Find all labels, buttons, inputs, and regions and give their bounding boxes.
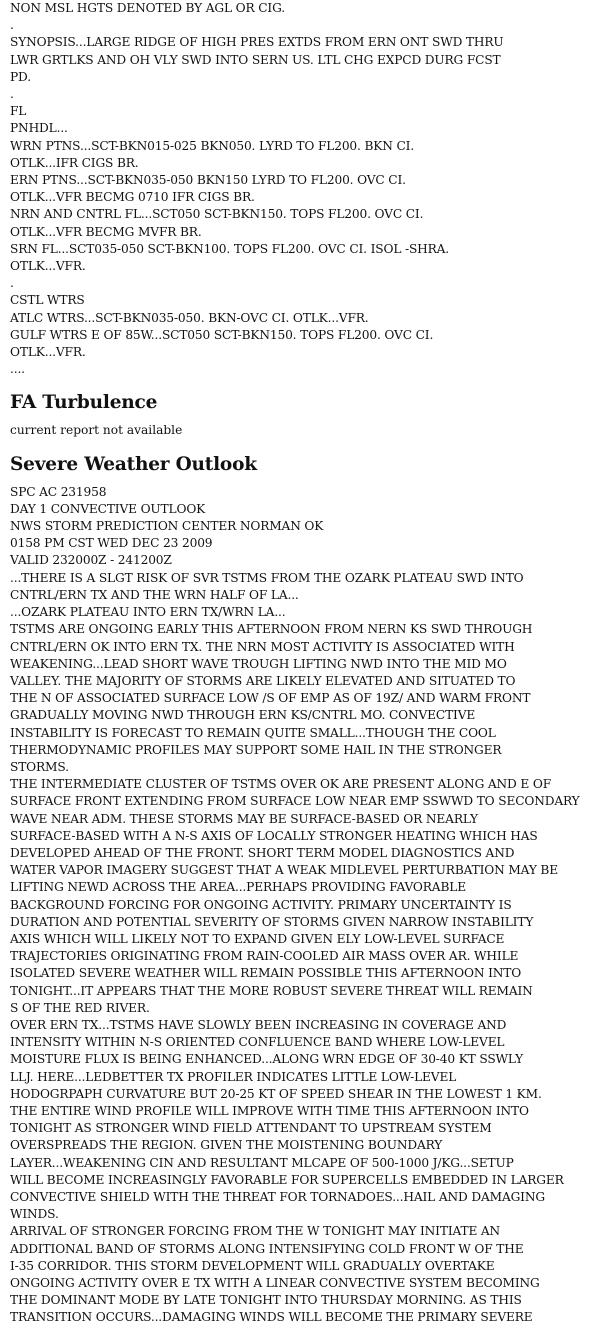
outlook-line: THE DOMINANT MODE BY LATE TONIGHT INTO THURSDAY MORNING. AS THIS xyxy=(10,1293,522,1308)
outlook-line: INSTABILITY IS FORECAST TO REMAIN QUITE SMALL...THOUGH THE COOL xyxy=(10,725,496,740)
outlook-line: WEAKENING...LEAD SHORT WAVE TROUGH LIFTING NWD INTO THE MID MO xyxy=(10,656,507,671)
outlook-line: ...OZARK PLATEAU INTO ERN TX/WRN LA... xyxy=(10,605,286,620)
turbulence-status: current report not available xyxy=(10,423,183,438)
outlook-line: ISOLATED SEVERE WEATHER WILL REMAIN POSSIBLE THIS AFTERNOON INTO xyxy=(10,966,522,981)
forecast-line: OTLK...IFR CIGS BR. xyxy=(10,155,139,170)
forecast-line: .... xyxy=(10,362,25,377)
outlook-line: VALID 232000Z - 241200Z xyxy=(10,553,172,568)
severe-weather-heading: Severe Weather Outlook xyxy=(10,453,257,475)
outlook-line: SURFACE-BASED WITH A N-S AXIS OF LOCALLY STRONGER HEATING WHICH HAS xyxy=(10,828,538,843)
outlook-line: WAVE NEAR ADM. THESE STORMS MAY BE SURFACE-BASED OR NEARLY xyxy=(10,811,478,826)
outlook-line: S OF THE RED RIVER. xyxy=(10,1000,150,1015)
outlook-line: BACKGROUND FORCING FOR ONGOING ACTIVITY. PRIMARY UNCERTAINTY IS xyxy=(10,897,512,912)
outlook-line: TONIGHT...IT APPEARS THAT THE MORE ROBUST SEVERE THREAT WILL REMAIN xyxy=(10,983,533,998)
outlook-line: ARRIVAL OF STRONGER FORCING FROM THE W TONIGHT MAY INITIATE AN xyxy=(10,1224,501,1239)
outlook-line: OVER ERN TX...TSTMS HAVE SLOWLY BEEN INCREASING IN COVERAGE AND xyxy=(10,1017,507,1032)
forecast-line: OTLK...VFR. xyxy=(10,345,86,360)
outlook-line: CONVECTIVE SHIELD WITH THE THREAT FOR TORNADOES...HAIL AND DAMAGING xyxy=(10,1190,545,1204)
outlook-line: THE INTERMEDIATE CLUSTER OF TSTMS OVER OK ARE PRESENT ALONG AND E OF xyxy=(10,777,552,792)
forecast-line: ERN PTNS...SCT-BKN035-050 BKN150 LYRD TO FL200. OVC CI. xyxy=(10,173,406,188)
outlook-line: OVERSPREADS THE REGION. GIVEN THE MOISTENING BOUNDARY xyxy=(10,1138,443,1153)
forecast-line: OTLK...VFR BECMG MVFR BR. xyxy=(10,224,202,239)
outlook-line: WINDS. xyxy=(10,1207,59,1222)
forecast-line: OTLK...VFR BECMG 0710 IFR CIGS BR. xyxy=(10,190,255,205)
outlook-line: CNTRL/ERN OK INTO ERN TX. THE NRN MOST ACTIVITY IS ASSOCIATED WITH xyxy=(10,639,515,654)
forecast-line: . xyxy=(10,87,14,102)
outlook-line: NWS STORM PREDICTION CENTER NORMAN OK xyxy=(10,519,324,534)
forecast-line: CSTL WTRS xyxy=(10,293,85,308)
outlook-line: TONIGHT AS STRONGER WIND FIELD ATTENDANT TO UPSTREAM SYSTEM xyxy=(10,1121,492,1136)
outlook-line: ADDITIONAL BAND OF STORMS ALONG INTENSIFYING COLD FRONT W OF THE xyxy=(10,1241,524,1256)
forecast-line: NRN AND CNTRL FL...SCT050 SCT-BKN150. TOPS FL200. OVC CI. xyxy=(10,207,424,222)
forecast-line: . xyxy=(10,18,14,33)
outlook-line: TRANSITION OCCURS...DAMAGING WINDS WILL BECOME THE PRIMARY SEVERE xyxy=(10,1310,533,1325)
outlook-line: WILL BECOME INCREASINGLY FAVORABLE FOR SUPERCELLS EMBEDDED IN LARGER xyxy=(10,1172,564,1187)
forecast-line: OTLK...VFR. xyxy=(10,259,86,274)
outlook-line: TRAJECTORIES ORIGINATING FROM RAIN-COOLED AIR MASS OVER AR. WHILE xyxy=(10,949,519,964)
outlook-line: AXIS WHICH WILL LIKELY NOT TO EXPAND GIVEN ELY LOW-LEVEL SURFACE xyxy=(10,931,505,946)
forecast-line: PNHDL... xyxy=(10,121,68,136)
fa-turbulence-heading: FA Turbulence xyxy=(10,392,158,414)
outlook-line: STORMS. xyxy=(10,759,69,774)
forecast-line: LWR GRTLKS AND OH VLY SWD INTO SERN US. LTL CHG EXPCD DURG FCST xyxy=(10,52,501,67)
outlook-line: SURFACE FRONT EXTENDING FROM SURFACE LOW NEAR EMP SSWWD TO SECONDARY xyxy=(10,794,580,809)
forecast-line: WRN PTNS...SCT-BKN015-025 BKN050. LYRD TO FL200. BKN CI. xyxy=(10,138,415,153)
area-forecast-text xyxy=(10,0,600,378)
forecast-line: ATLC WTRS...SCT-BKN035-050. BKN-OVC CI. OTLK...VFR. xyxy=(10,310,369,325)
outlook-line: THE N OF ASSOCIATED SURFACE LOW /S OF EMP AS OF 19Z/ AND WARM FRONT xyxy=(10,691,531,706)
outlook-line: CNTRL/ERN TX AND THE WRN HALF OF LA... xyxy=(10,587,299,602)
outlook-line: LLJ. HERE...LEDBETTER TX PROFILER INDICATES LITTLE LOW-LEVEL xyxy=(10,1069,457,1084)
forecast-line: SRN FL...SCT035-050 SCT-BKN100. TOPS FL200. OVC CI. ISOL -SHRA. xyxy=(10,241,450,256)
outlook-line: VALLEY. THE MAJORITY OF STORMS ARE LIKELY ELEVATED AND SITUATED TO xyxy=(10,673,516,688)
outlook-line: THERMODYNAMIC PROFILES MAY SUPPORT SOME HAIL IN THE STRONGER xyxy=(10,742,502,757)
forecast-line: . xyxy=(10,276,14,291)
outlook-line: DURATION AND POTENTIAL SEVERITY OF STORMS GIVEN NARROW INSTABILITY xyxy=(10,914,534,929)
forecast-line: NON MSL HGTS DENOTED BY AGL OR CIG. xyxy=(10,1,285,15)
outlook-line: DAY 1 CONVECTIVE OUTLOOK xyxy=(10,501,206,516)
forecast-line: PD. xyxy=(10,69,31,84)
forecast-line: FL xyxy=(10,104,27,119)
outlook-line: INTENSITY WITHIN N-S ORIENTED CONFLUENCE BAND WHERE LOW-LEVEL xyxy=(10,1035,505,1050)
outlook-line: GRADUALLY MOVING NWD THROUGH ERN KS/CNTRL MO. CONVECTIVE xyxy=(10,708,476,723)
outlook-line: THE ENTIRE WIND PROFILE WILL IMPROVE WITH TIME THIS AFTERNOON INTO xyxy=(10,1103,529,1118)
forecast-line: GULF WTRS E OF 85W...SCT050 SCT-BKN150. TOPS FL200. OVC CI. xyxy=(10,327,434,342)
outlook-line: 0158 PM CST WED DEC 23 2009 xyxy=(10,536,213,551)
outlook-line: ...THERE IS A SLGT RISK OF SVR TSTMS FROM THE OZARK PLATEAU SWD INTO xyxy=(10,570,524,585)
forecast-line: SYNOPSIS...LARGE RIDGE OF HIGH PRES EXTDS FROM ERN ONT SWD THRU xyxy=(10,35,504,50)
outlook-line: LAYER...WEAKENING CIN AND RESULTANT MLCAPE OF 500-1000 J/KG...SETUP xyxy=(10,1155,514,1170)
outlook-line: TSTMS ARE ONGOING EARLY THIS AFTERNOON FROM NERN KS SWD THROUGH xyxy=(10,622,533,637)
severe-outlook-text xyxy=(10,484,600,1327)
outlook-line: HODOGRPAPH CURVATURE BUT 20-25 KT OF SPEED SHEAR IN THE LOWEST 1 KM. xyxy=(10,1086,542,1101)
outlook-line: MOISTURE FLUX IS BEING ENHANCED...ALONG WRN EDGE OF 30-40 KT SSWLY xyxy=(10,1052,523,1067)
outlook-line: SPC AC 231958 xyxy=(10,484,107,499)
outlook-line: WATER VAPOR IMAGERY SUGGEST THAT A WEAK MIDLEVEL PERTURBATION MAY BE xyxy=(10,863,558,878)
outlook-line: ONGOING ACTIVITY OVER E TX WITH A LINEAR CONVECTIVE SYSTEM BECOMING xyxy=(10,1276,540,1291)
outlook-line: I-35 CORRIDOR. THIS STORM DEVELOPMENT WILL GRADUALLY OVERTAKE xyxy=(10,1258,495,1273)
outlook-line: DEVELOPED AHEAD OF THE FRONT. SHORT TERM MODEL DIAGNOSTICS AND xyxy=(10,845,515,860)
outlook-line: LIFTING NEWD ACROSS THE AREA...PERHAPS PROVIDING FAVORABLE xyxy=(10,880,466,895)
